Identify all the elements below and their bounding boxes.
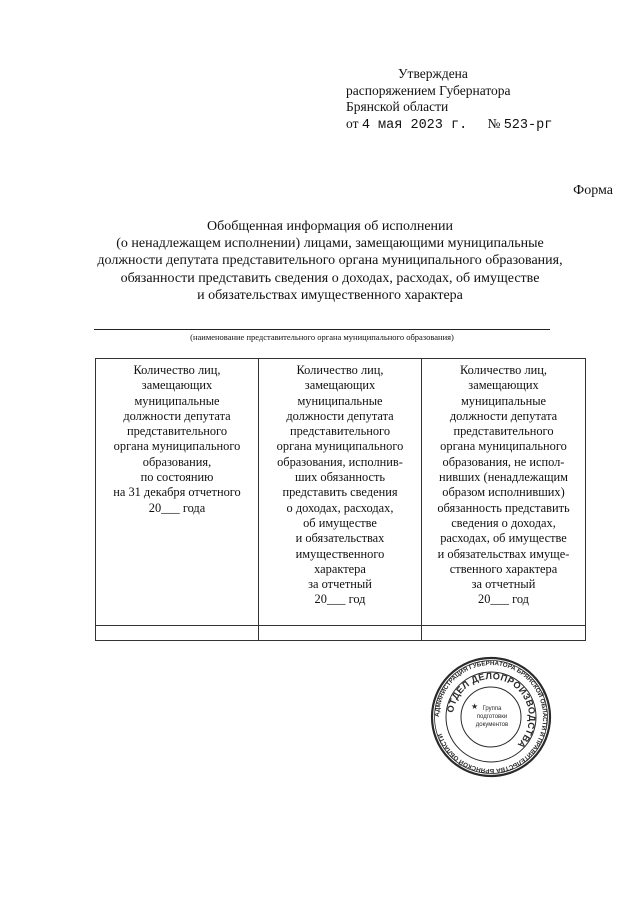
column-header-line: представительного xyxy=(126,424,228,439)
document-title xyxy=(60,218,600,304)
column-header-line: должности депутата xyxy=(286,408,394,423)
title-line: должности депутата представительного органа муниципального образования, xyxy=(97,253,563,269)
column-header-line: представить сведения xyxy=(282,485,398,500)
column-header-not-fulfilled xyxy=(422,359,586,626)
column-header-line: ственного характера xyxy=(449,561,558,576)
stamp-center xyxy=(476,706,508,728)
title-line: и обязательствах имущественного характера xyxy=(197,287,463,303)
approval-by-order: распоряжением Губернатора xyxy=(346,82,511,98)
column-header-line: об имуществе xyxy=(303,515,377,530)
stamp-center-line: подготовки xyxy=(476,714,508,720)
column-header-line: 20___ год xyxy=(478,592,529,607)
approval-region: Брянской области xyxy=(346,99,449,115)
column-header-line: должности депутата xyxy=(123,408,231,423)
column-header-line: имущественного xyxy=(295,546,385,561)
column-header-line: и обязательствах xyxy=(295,531,385,546)
column-header-fulfilled xyxy=(259,359,422,626)
title-line: (о ненадлежащем исполнении) лицами, замещающими муниципальные xyxy=(116,236,544,252)
column-header-line: на 31 декабря отчетного xyxy=(113,485,241,500)
column-header-line: за отчетный xyxy=(471,577,536,592)
table-header-row xyxy=(96,359,586,626)
column-header-line: ших обязанность xyxy=(294,470,386,485)
stamp-center-line: Группа xyxy=(482,706,502,712)
column-header-line: сведения о доходах, xyxy=(451,515,556,530)
column-header-line: за отчетный xyxy=(308,577,372,592)
title-line: обязанности представить сведения о доходах, расходах, об имуществе xyxy=(120,270,540,286)
column-header-total xyxy=(96,359,259,626)
org-name-caption: (наименование представительного органа муниципального образования) xyxy=(190,332,454,342)
column-header-line: Количество лиц, xyxy=(133,363,221,377)
approval-heading: Утверждена xyxy=(398,66,468,81)
column-header-line: о доходах, расходах, xyxy=(286,500,394,515)
date-value: 4 мая 2023 г. xyxy=(361,117,468,133)
column-header-line: замещающих xyxy=(141,378,213,393)
form-label: Форма xyxy=(573,183,613,198)
column-header-line: и обязательствах имуще- xyxy=(437,546,570,561)
column-header-line: Количество лиц, xyxy=(296,363,384,377)
column-header-line: Количество лиц, xyxy=(459,363,548,377)
table-cell[interactable] xyxy=(259,626,422,641)
org-name-underline[interactable] xyxy=(94,329,550,330)
number-prefix: № xyxy=(487,115,501,131)
column-header-line: нивших (ненадлежащим xyxy=(438,470,569,485)
column-header-line: 20___ года xyxy=(148,500,206,515)
column-header-line: должности депутата xyxy=(449,408,558,423)
column-header-line: муниципальные xyxy=(297,393,383,408)
column-header-line: муниципальные xyxy=(460,393,547,408)
column-header-line: замещающих xyxy=(468,378,539,393)
report-table xyxy=(95,358,586,641)
column-header-line: обязанность представить xyxy=(437,500,570,515)
column-header-line: образом исполнивших) xyxy=(442,485,565,500)
table-cell[interactable] xyxy=(422,626,586,641)
approval-date-line xyxy=(346,116,552,135)
column-header-line: представительного xyxy=(289,424,391,439)
stamp-center-line: документов xyxy=(475,722,509,728)
title-line: Обобщенная информация об исполнении xyxy=(206,219,454,234)
stamp-star-icon: ★ xyxy=(471,702,479,711)
column-header-line: муниципальные xyxy=(134,393,220,408)
column-header-line: органа муниципального xyxy=(276,439,404,454)
column-header-line: образования, xyxy=(142,454,212,469)
date-prefix: от xyxy=(346,115,359,131)
column-header-line: органа муниципального xyxy=(440,439,567,454)
table-row xyxy=(96,626,586,641)
column-header-line: органа муниципального xyxy=(113,439,241,454)
column-header-line: представительного xyxy=(453,424,554,439)
column-header-line: 20___ год xyxy=(314,592,366,607)
column-header-line: расходах, об имуществе xyxy=(440,531,567,546)
column-header-line: по состоянию xyxy=(140,470,214,485)
stamp-inner-textpath: ОТДЕЛ ДЕЛОПРОИЗВОДСТВА xyxy=(445,670,538,751)
column-header-line: образования, не испол- xyxy=(442,454,565,469)
number-value: 523-рг xyxy=(503,117,553,133)
official-stamp xyxy=(430,656,552,778)
column-header-line: характера xyxy=(314,561,366,576)
column-header-line: образования, исполнив- xyxy=(277,454,403,469)
table-cell[interactable] xyxy=(96,626,259,641)
stamp-outer-textpath: АДМИНИСТРАЦИЯ ГУБЕРНАТОРА БРЯНСКОЙ ОБЛАСТИ И ПРАВИТЕЛЬСТВА БРЯНСКОЙ ОБЛАСТИ xyxy=(433,659,549,775)
column-header-line: замещающих xyxy=(304,378,376,393)
approval-block xyxy=(346,66,552,134)
